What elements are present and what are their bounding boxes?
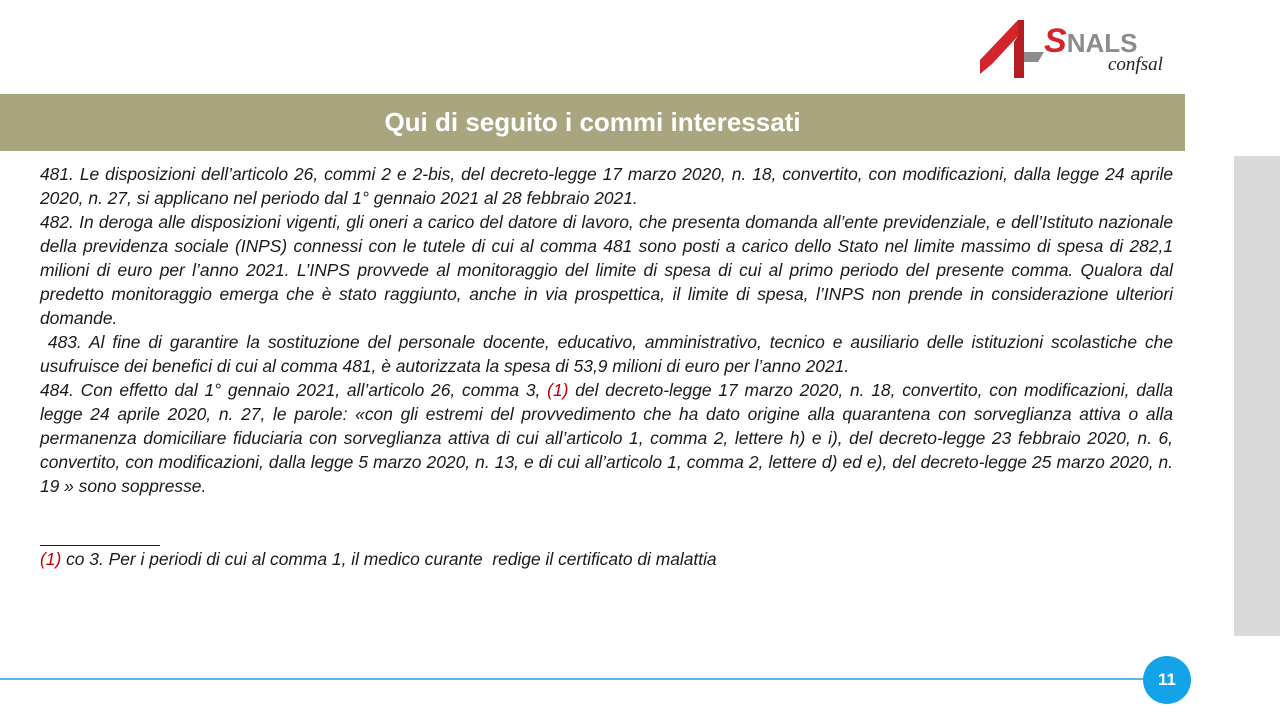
snals-confsal-logo [978, 16, 1178, 82]
title-bar [0, 94, 1185, 151]
snals-arrow-logo-icon [978, 16, 1050, 78]
paragraph-483: 483. Al fine di garantire la sostituzione del personale docente, educativo, amministrativo, tecnico e ausiliario delle istituzioni scolastiche che usufruisce dei benefici di cui al comma 481, è autorizzata la spesa di 53,9 milioni di euro per l’anno 2021. [40, 332, 1178, 376]
page-number-badge: 11 [1143, 656, 1191, 704]
footnote-text: co 3. Per i periodi di cui al comma 1, il medico curante redige il certificato di malattia [61, 549, 717, 569]
paragraph-482: 482. In deroga alle disposizioni vigenti, gli oneri a carico del datore di lavoro, che presenta domanda all’ente previdenziale, e dell’Istituto nazionale della previdenza sociale (INPS) connessi con le tutele di cui al comma 481 sono posti a carico dello Stato nel limite massimo di spesa di 282,1 milioni di euro per l’anno 2021. L’INPS provvede al monitoraggio del limite di spesa di cui al primo periodo del presente comma. Qualora dal predetto monitoraggio emerga che è stato raggiunto, anche in via prospettica, il limite di spesa, l’INPS non prende in considerazione ulteriori domande. [40, 212, 1173, 328]
paragraph-481: 481. Le disposizioni dell’articolo 26, commi 2 e 2-bis, del decreto-legge 17 marzo 2020, n. 18, convertito, con modificazioni, dalla legge 24 aprile 2020, n. 27, si applicano nel periodo dal 1° gennaio 2021 al 28 febbraio 2021. [40, 164, 1173, 208]
paragraph-484 [40, 378, 1178, 498]
paragraph-484-end: del decreto-legge 17 marzo 2020, n. 18, convertito, con modificazioni, dalla legge 24 aprile 2020, n. 27, le parole: «con gli estremi del provvedimento che ha dato origine alla quarantena con sorveglianza attiva o alla permanenza domiciliare fiduciaria con sorveglianza attiva di cui all’articolo 1, comma 2, lettere h) e i), del decreto-legge 23 febbraio 2020, n. 6, convertito, con modificazioni, dalla legge 5 marzo 2020, n. 13, e di cui all’articolo 1, comma 2, lettere d) ed e), del decreto-legge 25 marzo 2020, n. 19 » sono soppresse. [40, 380, 1178, 496]
footnote-reference: (1) [547, 380, 569, 400]
logo-sub-text: confsal [1108, 54, 1163, 75]
footnote [40, 547, 1173, 571]
footnote-marker: (1) [40, 549, 62, 569]
slide-title: Qui di seguito i commi interessati [384, 107, 801, 137]
logo-brand-text: SNALS [1044, 22, 1138, 60]
footnote-divider [40, 545, 160, 546]
bottom-divider [0, 678, 1150, 680]
law-text-body [40, 162, 1178, 498]
side-panel [1234, 156, 1280, 636]
paragraph-484-start: 484. Con effetto dal 1° gennaio 2021, all’articolo 26, comma 3, [40, 380, 548, 400]
